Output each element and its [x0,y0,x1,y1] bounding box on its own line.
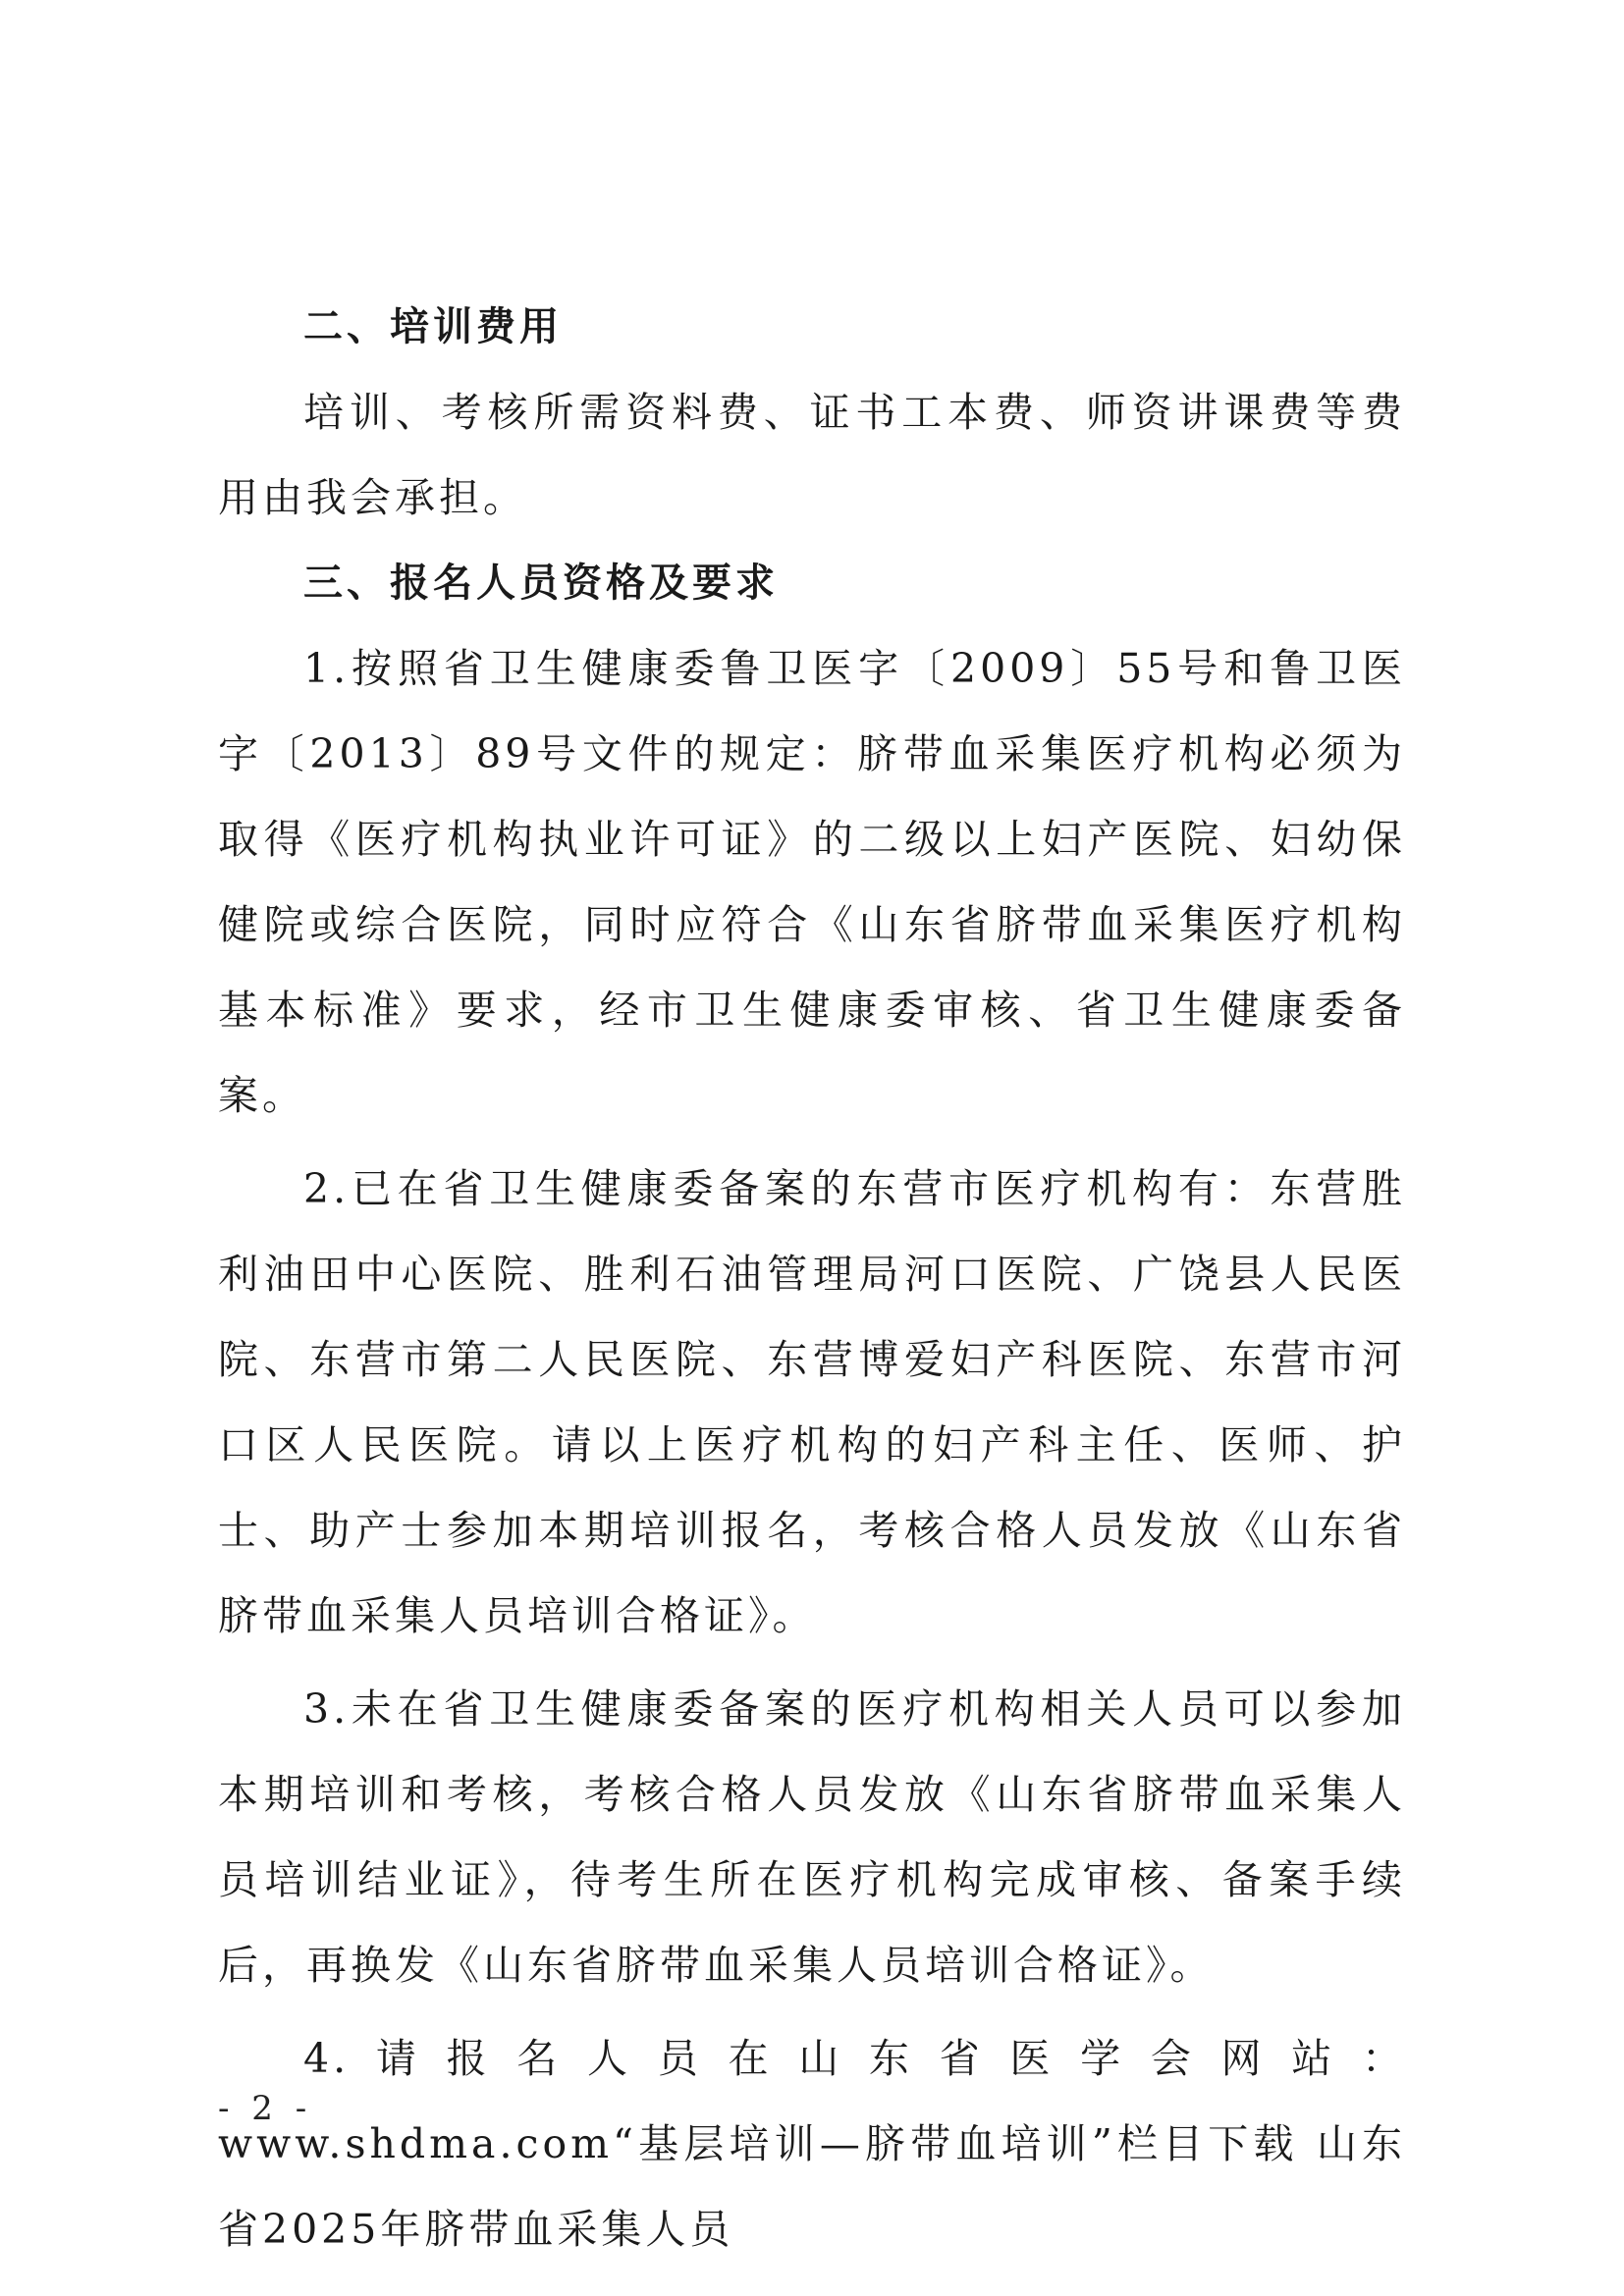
paragraph-eligibility-1: 1.按照省卫生健康委鲁卫医字〔2009〕55号和鲁卫医字〔2013〕89号文件的规定：脐带血采集医疗机构必须为取得《医疗机构执业许可证》的二级以上妇产医院、妇幼保健院或综合医院，同时应符合《山东省脐带血采集医疗机构基本标准》要求，经市卫生健康委审核、省卫生健康委备案。 [218,645,1406,1119]
paragraph-eligibility-4: 4.请报名人员在山东省医学会网站：www.shdma.com“基层培训—脐带血培训”栏目下载 山东省2025年脐带血采集人员 [218,2035,1406,2253]
page-number: - 2 - [218,2089,313,2128]
paragraph-spacer [218,1659,1406,1667]
paragraph-eligibility-3: 3.未在省卫生健康委备案的医疗机构相关人员可以参加本期培训和考核，考核合格人员发放《山东省脐带血采集人员培训结业证》，待考生所在医疗机构完成审核、备案手续后，再换发《山东省脐带血采集人员培训合格证》。 [218,1685,1406,1989]
section-heading-eligibility: 三、报名人员资格及要求 [303,561,779,606]
paragraph-spacer [218,1139,1406,1147]
document-body [218,285,1406,2272]
paragraph-training-fees: 培训、考核所需资料费、证书工本费、师资讲课费等费用由我会承担。 [218,389,1406,521]
paragraph-eligibility-2: 2.已在省卫生健康委备案的东营市医疗机构有：东营胜利油田中心医院、胜利石油管理局河口医院、广饶县人民医院、东营市第二人民医院、东营博爱妇产科医院、东营市河口区人民医院。请以上医疗机构的妇产科主任、医师、护士、助产士参加本期培训报名，考核合格人员发放《山东省脐带血采集人员培训合格证》。 [218,1165,1406,1639]
section-heading-training-fees: 二、培训费用 [303,304,563,349]
paragraph-spacer [218,2008,1406,2016]
